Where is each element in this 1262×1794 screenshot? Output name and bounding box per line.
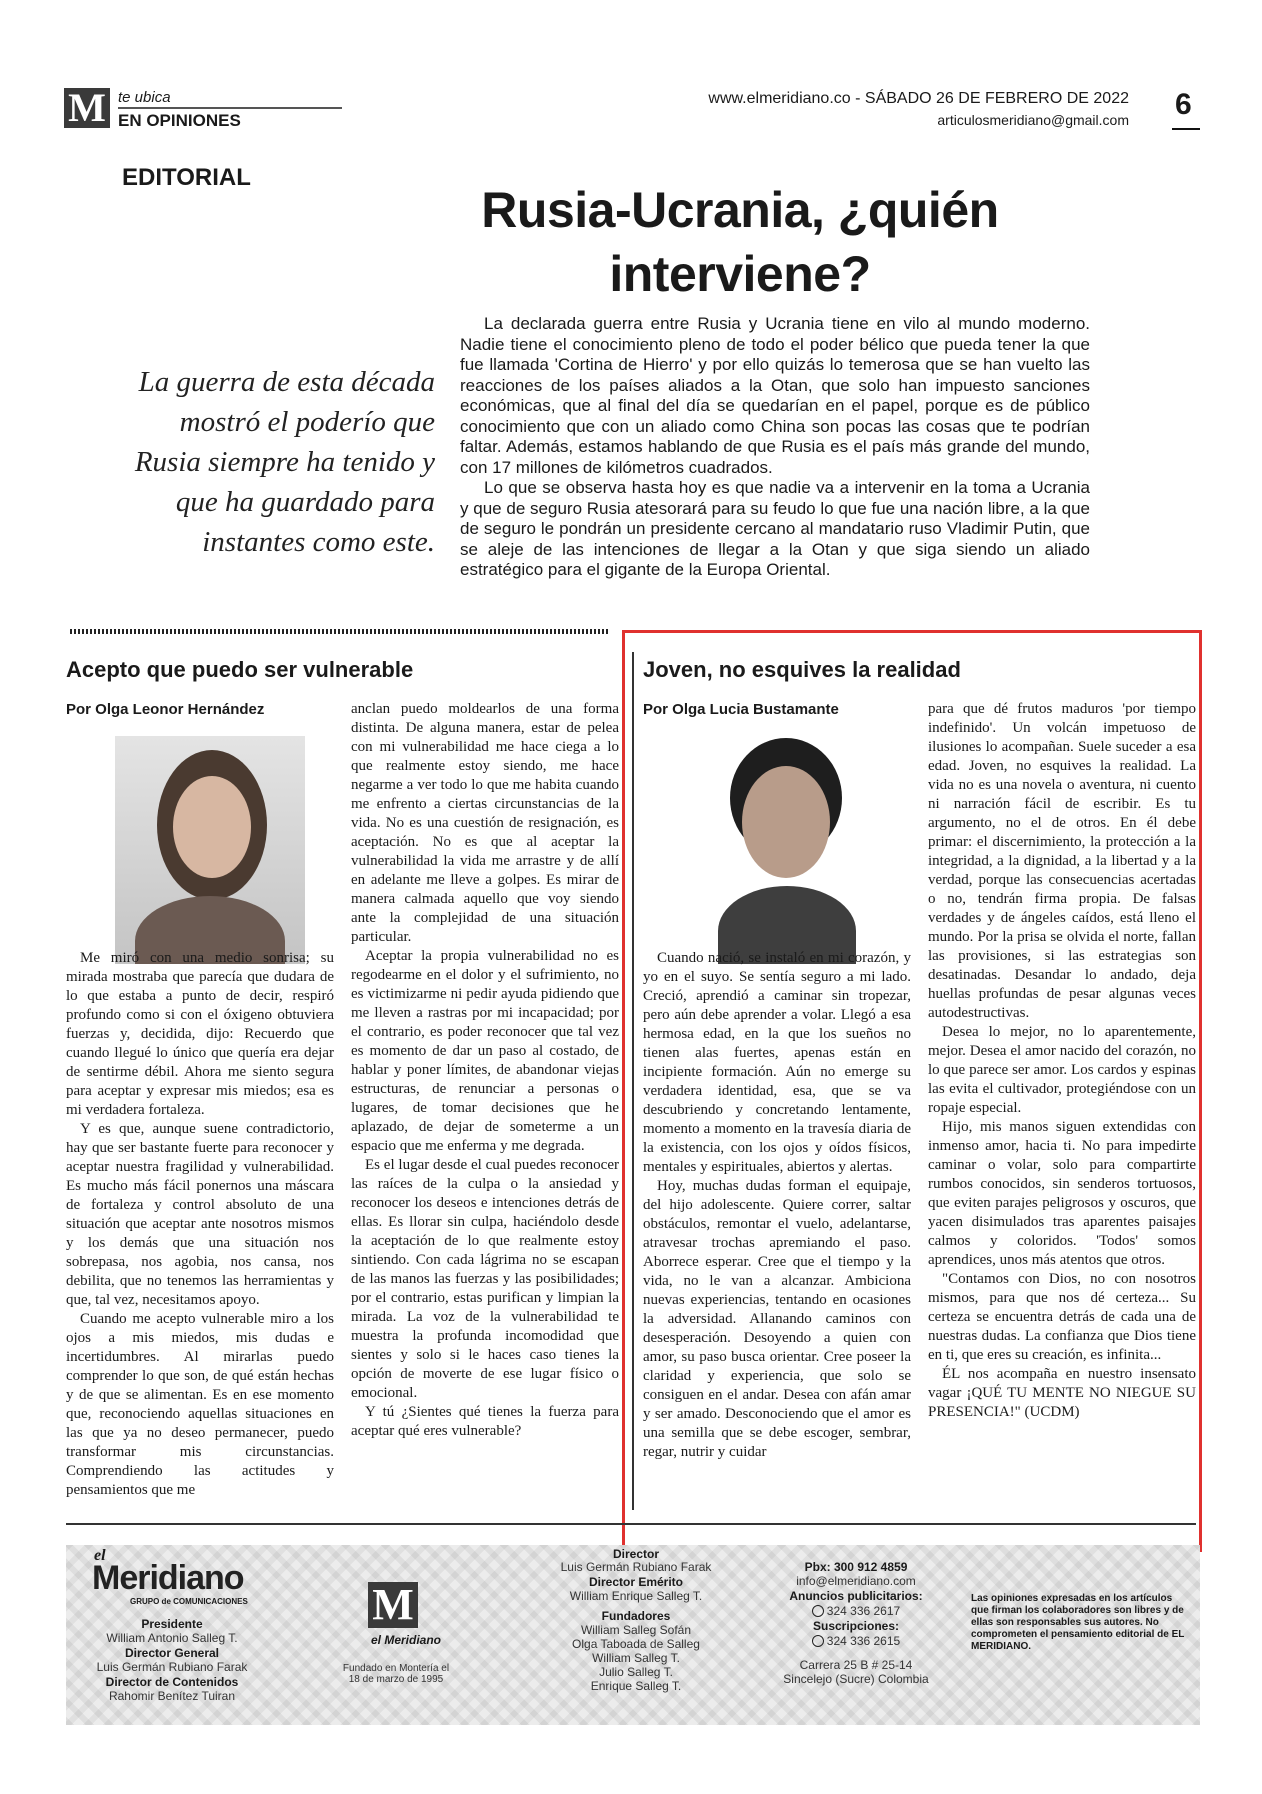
- masthead-footer: [66, 1545, 1200, 1725]
- footer-brand-el: el: [94, 1547, 106, 1564]
- article-paragraph: Me miró con una medio sonrisa; su mirada mostraba que parecía que dudara de lo que estaba a punto de decir, respiró profundo como si con el óxigeno obtuviera fuerzas y, decidida, dijo: Recuerdo que cuando llegué lo único que quería era dejar de sentirme débil. Ahora me siento segura para aceptar y expresar mis miedos; esa es mi verdadera fortaleza.: [66, 950, 334, 1118]
- director-title: Director: [612, 1547, 659, 1561]
- fundadores-title: Fundadores: [601, 1609, 671, 1623]
- article-right-col-2: [928, 700, 1196, 1516]
- article-paragraph: "Contamos con Dios, no con nosotros mismos, para que nos dé certeza... Su certeza se encuentra detrás de cada una de nuestras dudas. La confianza que Dios tiene en ti, que eres su creación, es infinita...: [928, 1271, 1196, 1363]
- article-paragraph: Y es que, aunque suene contradictorio, hay que ser bastante fuerte para reconocer y aceptar nuestra fragilidad y vulnerabilidad. Es mucho más fácil ponernos una máscara de fortaleza y control absoluto de una situación que aceptar ante nosotros mismos y los demás que una situación nos sobrepasa, nos agobia, nos cansa, nos debilita, que no tenemos las herramientas y que, tal vez, necesitamos apoyo.: [66, 1121, 334, 1308]
- bottom-rule: [66, 1523, 1196, 1525]
- article-left-col-1: [66, 949, 334, 1505]
- director-emerito-name: William Enrique Salleg T.: [569, 1589, 703, 1603]
- header-date-line: www.elmeridiano.co - SÁBADO 26 DE FEBRERO DE 2022: [708, 90, 1129, 107]
- fundador: William Salleg Sofán: [580, 1623, 692, 1637]
- article-paragraph: Es el lugar desde el cual puedes reconocer las raíces de la culpa o la ansiedad y reconocer los deseos e intenciones detrás de ellas. Es llorar sin culpa, haciéndolo desde la aceptación de lo que realmente estoy sintiendo. Con cada lágrima no se escapan de las manos las fuerzas y las posibilidades; por el contrario, estas purifican y limpian la mirada. La voz de la vulnerabilidad te muestra la profunda incomodidad que sientes y solo si le haces caso tienes la opción de moverte de ese lugar físico o emocional.: [351, 1157, 619, 1401]
- fundador: Enrique Salleg T.: [590, 1679, 682, 1693]
- page-number-rule: [1172, 128, 1200, 130]
- page-number: 6: [1175, 88, 1192, 121]
- section-divider: [70, 629, 610, 634]
- fundador: Julio Salleg T.: [599, 1665, 673, 1679]
- header-email: articulosmeridiano@gmail.com: [937, 112, 1129, 128]
- article-right-title: Joven, no esquives la realidad: [643, 657, 961, 682]
- footer-brand-group: GRUPO de COMUNICACIONES: [130, 1597, 248, 1606]
- article-left-col-2: [351, 700, 619, 1510]
- article-paragraph: ÉL nos acompaña en nuestro insensato vagar ¡QUÉ TU MENTE NO NIEGUE SU PRESENCIA!" (UCDM): [928, 1366, 1196, 1420]
- article-paragraph: Hoy, muchas dudas forman el equipaje, del hijo adolescente. Quiere correr, saltar obstáculos, remontar el vuelo, adelantarse, atravesar trochas apremiando el paso. Aborrece esperar. Cree que el tiempo y la vida, no le van a alcanzar. Ambiciona nuevas experiencias, tentando en ocasiones la adversidad. Allanando caminos con desesperación. Desoyendo a quien con amor, su paso busca orientar. Cree poseer la claridad y experiencia, que solo se consiguen en el andar. Desea con afán amar y ser amado. Desconociendo que el amor es una semilla que se debe escoger, sembrar, regar, nutrir y cuidar: [643, 1178, 911, 1460]
- section-name: EN OPINIONES: [118, 111, 241, 130]
- editorial-paragraph: La declarada guerra entre Rusia y Ucrania tiene en vilo al mundo moderno. Nadie tiene el conocimiento pleno de todo el poder bélico que pueda tener la que fue llamada 'Cortina de Hierro' y por ello quizás lo temerosa que se han vuelto las reacciones de los países aliados a la Otan, que solo han impuesto sanciones económicas, que al final del día se quedarían en el papel, porque es de público conocimiento que con un aliado como China son pocas las cosas que te podrían faltar. Además, estamos hablando de que Rusia es el país más grande del mundo, con 17 millones de kilómetros cuadrados.: [460, 314, 1090, 477]
- footer-disclaimer: Las opiniones expresadas en los artículos que firman los colaboradores son libres y de ellas son responsables sus autores. No comprometen el pensamiento editorial de EL MERIDIANO.: [971, 1593, 1185, 1652]
- editorial-label: EDITORIAL: [122, 164, 251, 191]
- section-tagline: te ubica: [118, 89, 171, 106]
- article-accent-bar: [632, 652, 634, 1510]
- anuncios-phone-number: 324 336 2617: [826, 1604, 901, 1618]
- article-paragraph: Cuando me acepto vulnerable miro a los ojos a mis miedos, mis dudas e incertidumbres. Al mirarlas puedo comprender lo que son, de qué están hechas y de que se alimentan. Es en ese momento que, reconociendo aquellas situaciones en las que ya no deseo permanecer, puedo transformar mis circunstancias. Comprendiendo las actitudes y pensamientos que me: [66, 1311, 334, 1498]
- article-paragraph: Hijo, mis manos siguen extendidas con inmenso amor, hacia ti. No para impedirte caminar o volar, solo para compartirte rumbos conocidos, sin senderos tortuosos, que eviten parajes peligrosos y oscuros, que yacen disimulados tras aparentes paisajes calmos y coloridos. 'Todos' somos aprendices, unos más atentos que otros.: [928, 1119, 1196, 1268]
- article-paragraph: Y tú ¿Sientes qué tienes la fuerza para aceptar qué eres vulnerable?: [351, 1404, 619, 1439]
- author-photo-olga-leonor: [115, 736, 305, 964]
- article-paragraph: anclan puedo moldearlos de una forma distinta. De alguna manera, estar de pelea con mi vulnerabilidad me hace ciega a lo que realmente estoy siendo, me hace negarme a ver todo lo que me habita cuando me enfrento a ciertas circunstancias de la vida. No es una cuestión de resignación, es aceptación. No es que al aceptar la vulnerabilidad la vida me arrastre y de allí en adelante me lleve a golpes. Es mirar de manera calmada aquello que voy siendo ante la complejidad de una situación particular.: [351, 701, 619, 945]
- article-paragraph: Aceptar la propia vulnerabilidad no es regodearme en el dolor y el sufrimiento, no es victimizarme ni pedir ayuda pidiendo que me lleven a rastras por mi incapacidad; por el contrario, es poder reconocer que tal vez es momento de dar un paso al costado, de hablar y poner límites, de abandonar viejas estructuras, de renunciar a personas o lugares, de tomar decisiones que he aplazado, de dejar de someterme a un espacio que me enferma y me degrada.: [351, 948, 619, 1154]
- suscripciones-title: Suscripciones:: [812, 1619, 900, 1633]
- director-general-name: Luis Germán Rubiano Farak: [96, 1660, 248, 1674]
- article-left-author: Por Olga Leonor Hernández: [66, 701, 265, 718]
- suscripciones-phone-number: 324 336 2615: [826, 1634, 901, 1648]
- author-photo-olga-lucia: [690, 736, 880, 964]
- director-general-title: Director General: [124, 1646, 220, 1660]
- whatsapp-icon: [812, 1635, 824, 1647]
- article-paragraph: para que dé frutos maduros 'por tiempo indefinido'. Un volcán impetuoso de ilusiones lo acompañan. Suele suceder a esa edad. Joven, no esquives la realidad. La vida no es una novela o aventura, ni cuento ni narración fácil de escribir. Es tu argumento, no el de otros. En él debe primar: el discernimiento, la protección a la integridad, a la dignidad, a la libertad y a la verdad, porque las consecuencias acertadas o no, tendrán firma propia. De falsas verdades y de ángeles caídos, está lleno el mundo. Por la prisa se olvida el norte, fallan las provisiones, si las estrategias son desatinadas. Desandar lo andado, deja huellas profundas de pesar algunas veces autodestructivas.: [928, 701, 1196, 1021]
- fundador: William Salleg T.: [592, 1651, 680, 1665]
- city-line: Sincelejo (Sucre) Colombia: [783, 1672, 929, 1686]
- header-rule: [118, 107, 342, 109]
- editorial-pull-quote: La guerra de esta década mostró el poderío que Rusia siempre ha tenido y que ha guardado para instantes como este.: [134, 366, 435, 558]
- footer-brand-name: Meridiano: [92, 1559, 244, 1597]
- editorial-paragraph: Lo que se observa hasta hoy es que nadie va a intervenir en la toma a Ucrania y que de seguro Rusia atesorará para su feudo lo que fue una nación libre, a la que de seguro le pondrán un presidente cercano al mandatario ruso Vladimir Putin, que se aleje de las intenciones de llegar a la Otan y que siga siendo un aliado estratégico para el gigante de la Europa Oriental.: [460, 478, 1090, 579]
- director-contenidos-title: Director de Contenidos: [105, 1675, 239, 1689]
- director-name: Luis Germán Rubiano Farak: [560, 1560, 712, 1574]
- whatsapp-icon: [812, 1605, 824, 1617]
- newspaper-logo: M: [64, 88, 110, 128]
- pbx-number: Pbx: 300 912 4859: [804, 1560, 908, 1574]
- article-right-author: Por Olga Lucia Bustamante: [643, 701, 839, 718]
- anuncios-title: Anuncios publicitarios:: [789, 1589, 923, 1603]
- editorial-title: Rusia-Ucrania, ¿quién interviene?: [481, 182, 999, 302]
- presidente-title: Presidente: [141, 1617, 203, 1631]
- article-paragraph: Desea lo mejor, no lo aparentemente, mejor. Desea el amor nacido del corazón, no lo que parece ser amor. Los cardos y espinas las evita el cultivador, protegiéndose con un ropaje especial.: [928, 1024, 1196, 1116]
- article-right-col-1: [643, 949, 911, 1509]
- article-left-title: Acepto que puedo ser vulnerable: [66, 657, 414, 682]
- footer-m-logo: M: [368, 1582, 418, 1628]
- director-contenidos-name: Rahomir Benítez Tuiran: [108, 1689, 236, 1703]
- fundador: Olga Taboada de Salleg: [572, 1637, 700, 1651]
- anuncios-phone: [766, 1604, 946, 1618]
- founded-note: Fundado en Montería el 18 de marzo de 1995: [342, 1663, 450, 1685]
- article-paragraph: Cuando nació, se instaló en mi corazón, y yo en el suyo. Se sentía seguro a mi lado. Creció, aprendió a caminar sin tropezar, pero aún debe aprender a volar. Llegó a esa hermosa edad, en la que los sueños no tienen alas fuertes, apenas están en incipiente formación. Aún no emerge su verdadera identidad, esa, que se va descubriendo y concretando lentamente, momento a momento en la travesía diaria de la existencia, con los ojos y oídos físicos, mentales y espirituales, abiertos y alertas.: [643, 950, 911, 1175]
- editorial-body: [460, 314, 1090, 581]
- suscripciones-phone: [766, 1634, 946, 1648]
- info-email: info@elmeridiano.com: [796, 1574, 916, 1588]
- presidente-name: William Antonio Salleg T.: [106, 1631, 238, 1645]
- address-line: Carrera 25 B # 25-14: [799, 1658, 913, 1672]
- director-emerito-title: Director Emérito: [588, 1575, 684, 1589]
- footer-m-logo-name: el Meridiano: [371, 1633, 442, 1647]
